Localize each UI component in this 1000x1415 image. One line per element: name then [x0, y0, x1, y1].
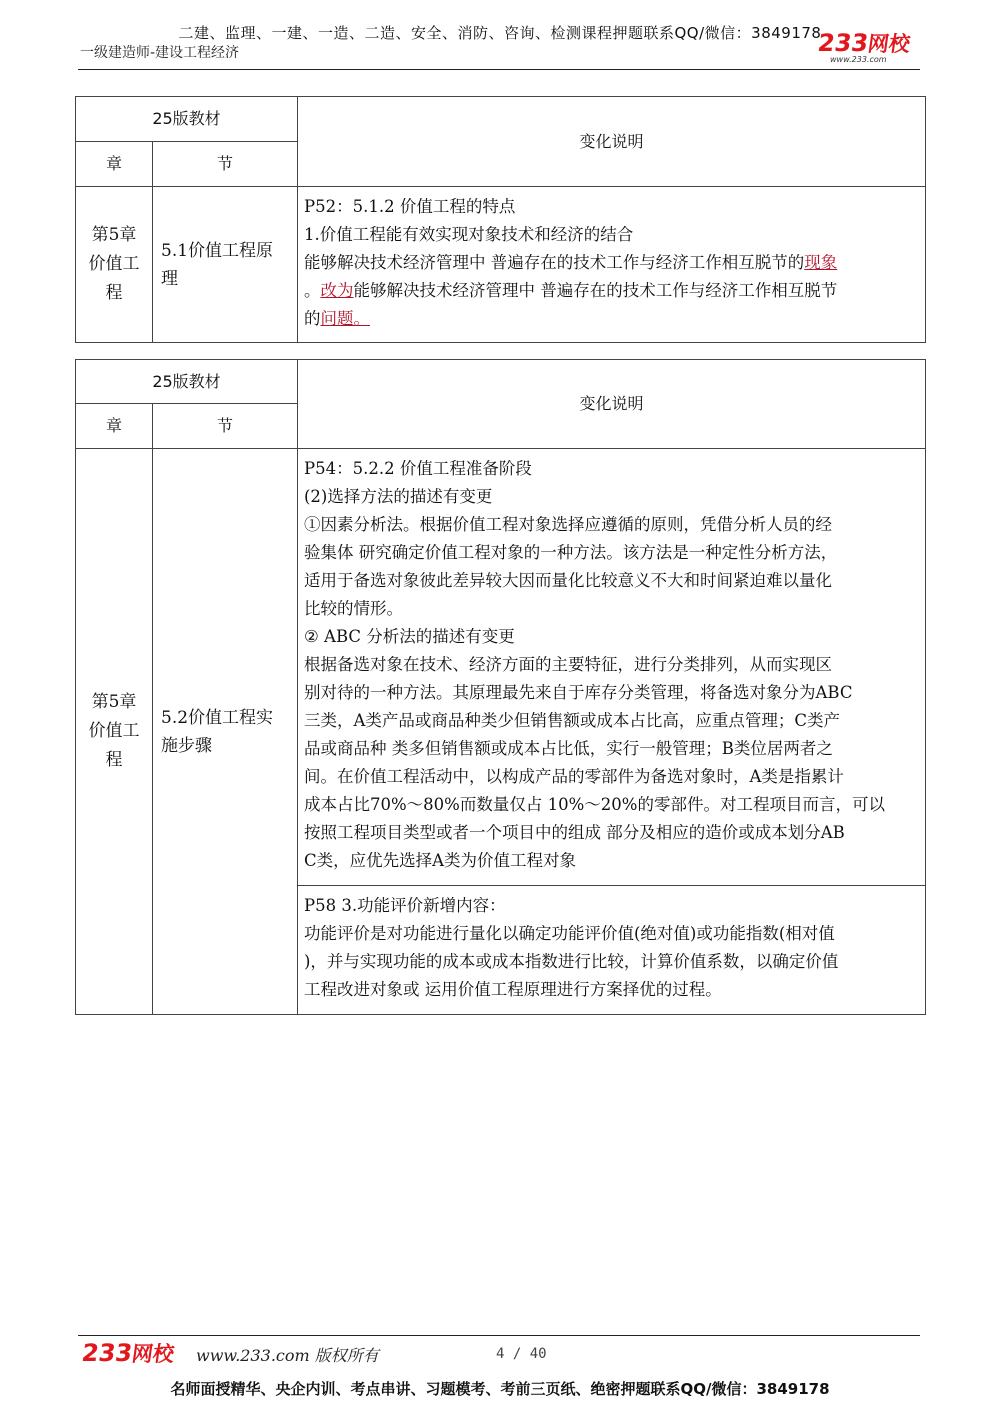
- desc-line: 按照工程项目类型或者一个项目中的组成 部分及相应的造价或成本划分AB: [304, 823, 845, 842]
- chapter-line: 程: [105, 750, 123, 770]
- desc-text: 能够解决技术经济管理中 普遍存在的技术工作与经济工作相互脱节的: [304, 253, 805, 272]
- section-cell: [153, 449, 298, 1015]
- highlight-text: 改为: [320, 281, 354, 300]
- section-line: 理: [161, 268, 178, 289]
- desc-text: 能够解决技术经济管理中 普遍存在的技术工作与经济工作相互脱节: [353, 281, 838, 300]
- desc-line: 成本占比70%～80%而数量仅占 10%～20%的零部件。对工程项目而言，可以: [304, 795, 885, 814]
- section-line: 5.2价值工程实: [161, 707, 274, 728]
- section-cell: [153, 187, 298, 343]
- logo-number: 233: [80, 1339, 135, 1367]
- desc-line: C类，应优先选择A类为价值工程对象: [304, 851, 577, 870]
- highlight-text: 现象: [804, 253, 838, 272]
- change-description: [298, 187, 926, 343]
- chapter-cell: [76, 187, 153, 343]
- edition-header: 25版教材: [76, 97, 298, 142]
- desc-line: [304, 277, 917, 305]
- footer-banner: 名师面授精华、央企内训、考点串讲、习题模考、考前三页纸、绝密押题联系QQ/微信：3849178: [170, 1380, 830, 1398]
- desc-line: P54：5.2.2 价值工程准备阶段: [304, 459, 532, 478]
- chapter-line: 第5章: [91, 692, 137, 712]
- desc-line: 1.价值工程能有效实现对象技术和经济的结合: [304, 225, 634, 244]
- desc-line: 品或商品种 类多但销售额或成本占比低，实行一般管理；B类位居两者之: [304, 739, 833, 758]
- change-table-2: [75, 359, 926, 1015]
- section-line: 施步骤: [161, 735, 212, 756]
- desc-line: 间。在价值工程活动中，以构成产品的零部件为备选对象时，A类是指累计: [304, 767, 844, 786]
- footer-divider: [78, 1335, 920, 1336]
- change-header: 变化说明: [298, 360, 926, 449]
- page-number: 4 / 40: [496, 1346, 547, 1362]
- logo-number: 233: [816, 29, 871, 57]
- desc-text: 。: [304, 281, 321, 300]
- desc-line: [304, 249, 917, 277]
- edition-header: 25版教材: [76, 360, 298, 404]
- desc-line: 三类，A类产品或商品种类少但销售额或成本占比高，应重点管理；C类产: [304, 711, 841, 730]
- change-table-1: [75, 96, 926, 343]
- desc-line: 工程改进对象或 运用价值工程原理进行方案择优的过程。: [304, 980, 722, 999]
- desc-line: ①因素分析法。根据价值工程对象选择应遵循的原则，凭借分析人员的经: [304, 515, 832, 534]
- chapter-line: 价值工: [88, 721, 140, 741]
- desc-text: 的: [304, 309, 321, 328]
- desc-line: (2)选择方法的描述有变更: [304, 487, 493, 506]
- chapter-line: 程: [105, 283, 123, 303]
- change-description: [298, 886, 926, 1015]
- section-line: 5.1价值工程原: [161, 240, 274, 261]
- chapter-header: 章: [76, 404, 153, 449]
- footer-copyright: www.233.com 版权所有: [196, 1346, 379, 1365]
- section-header: 节: [153, 404, 298, 449]
- brand-logo: [816, 28, 912, 58]
- change-description: [298, 449, 926, 886]
- desc-line: P58 3.功能评价新增内容：: [304, 896, 506, 915]
- chapter-line: 价值工: [88, 254, 140, 274]
- desc-line: 根据备选对象在技术、经济方面的主要特征，进行分类排列，从而实现区: [304, 655, 832, 674]
- header-banner: 二建、监理、一建、一造、二造、安全、消防、咨询、检测课程押题联系QQ/微信：3849178: [178, 24, 822, 42]
- chapter-line: 第5章: [91, 225, 137, 245]
- desc-line: [304, 305, 917, 333]
- logo-name: 网校: [866, 32, 912, 56]
- desc-line: 验集体 研究确定价值工程对象的一种方法。该方法是一种定性分析方法，: [304, 543, 838, 562]
- highlight-text: 问题。: [320, 309, 370, 328]
- logo-name: 网校: [130, 1342, 176, 1366]
- chapter-header: 章: [76, 142, 153, 187]
- document-subtitle: 一级建造师-建设工程经济: [80, 45, 240, 61]
- header-divider: [78, 69, 920, 70]
- chapter-cell: [76, 449, 153, 1015]
- desc-line: P52：5.1.2 价值工程的特点: [304, 197, 516, 216]
- section-header: 节: [153, 142, 298, 187]
- footer-logo: [80, 1338, 176, 1368]
- desc-line: 适用于备选对象彼此差异较大因而量化比较意义不大和时间紧迫难以量化: [304, 571, 832, 590]
- change-header: 变化说明: [298, 97, 926, 187]
- desc-line: 比较的情形。: [304, 599, 403, 618]
- desc-line: ② ABC 分析法的描述有变更: [304, 627, 515, 646]
- desc-line: 功能评价是对功能进行量化以确定功能评价值(绝对值)或功能指数(相对值: [304, 924, 835, 943]
- desc-line: )，并与实现功能的成本或成本指数进行比较，计算价值系数，以确定价值: [304, 952, 839, 971]
- desc-line: 别对待的一种方法。其原理最先来自于库存分类管理，将备选对象分为ABC: [304, 683, 853, 702]
- logo-url: www.233.com: [830, 55, 887, 64]
